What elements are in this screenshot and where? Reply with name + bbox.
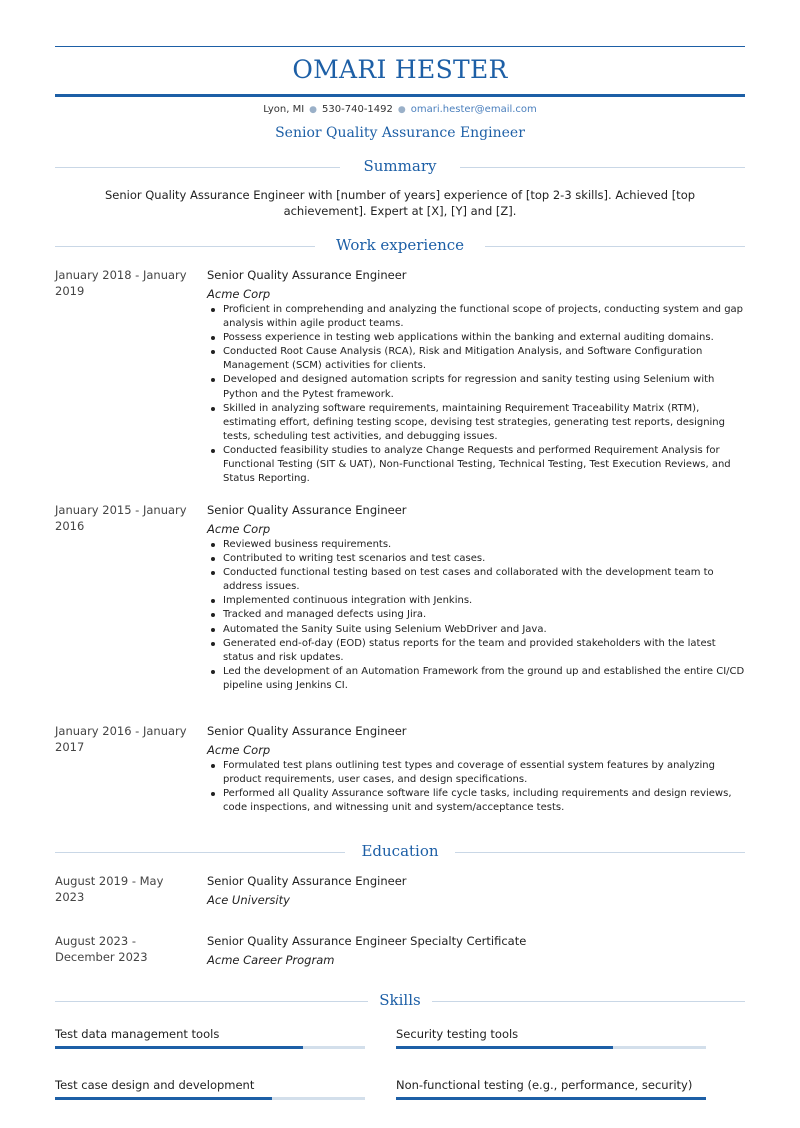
entry-role: Senior Quality Assurance Engineer <box>207 503 407 517</box>
entry-school: Ace University <box>207 893 290 907</box>
heading-rule-right <box>460 167 745 168</box>
education-title: Education <box>361 842 439 860</box>
skill-level-bar <box>55 1097 365 1100</box>
entry-degree: Senior Quality Assurance Engineer <box>207 874 407 888</box>
heading-rule-right <box>432 1001 745 1002</box>
bullet-item: Conducted feasibility studies to analyze Change Requests and performed Requirement Analysis for Functional Testing (SIT & UAT), Non-Functional Testing, Technical Testing, Test Execution Reviews, and Status Reporting. <box>207 444 745 486</box>
bullet-item: Developed and designed automation scripts for regression and sanity testing using Selenium with Python and the Pytest framework. <box>207 373 745 401</box>
entry-school: Acme Career Program <box>207 953 335 967</box>
bullet-item: Conducted functional testing based on test cases and collaborated with the development team to address issues. <box>207 566 745 594</box>
education-heading <box>55 842 745 862</box>
work-heading <box>55 236 745 256</box>
bullet-item: Conducted Root Cause Analysis (RCA), Risk and Mitigation Analysis, and Software Configuration Management (SCM) activities for clients. <box>207 345 745 373</box>
skills-title: Skills <box>379 991 421 1009</box>
skill-item <box>55 1077 365 1093</box>
summary-title: Summary <box>363 157 437 175</box>
top-divider <box>55 46 745 47</box>
bullet-item: Performed all Quality Assurance software life cycle tasks, including requirements and design reviews, code inspections, and witnessing unit and system/acceptance tests. <box>207 787 745 815</box>
summary-heading <box>55 157 745 177</box>
headline-title: Senior Quality Assurance Engineer <box>275 125 525 141</box>
email-link[interactable]: omari.hester@email.com <box>410 104 537 115</box>
bullet-item: Automated the Sanity Suite using Selenium WebDriver and Java. <box>207 623 745 637</box>
bullet-item: Skilled in analyzing software requirements, maintaining Requirement Traceability Matrix (RTM), estimating effort, defining testing scope, devising test strategies, generating test reports, designing tests, scheduling test activities, and debugging issues. <box>207 402 745 444</box>
entry-bullets <box>207 759 745 815</box>
entry-date: August 2023 - December 2023 <box>55 934 148 964</box>
bullet-item: Reviewed business requirements. <box>207 538 745 552</box>
skill-label: Test data management tools <box>55 1027 220 1041</box>
skill-level-bar <box>396 1046 706 1049</box>
entry-date: January 2015 - January 2016 <box>55 503 187 533</box>
name-divider <box>55 94 745 97</box>
skill-level-fill <box>55 1046 303 1049</box>
separator-dot: ● <box>309 105 318 115</box>
entry-role: Senior Quality Assurance Engineer <box>207 268 407 282</box>
bullet-item: Tracked and managed defects using Jira. <box>207 608 745 622</box>
skill-item <box>55 1026 365 1042</box>
candidate-name: OMARI HESTER <box>292 55 508 84</box>
work-title: Work experience <box>335 236 465 254</box>
entry-date: January 2016 - January 2017 <box>55 724 187 754</box>
contact-line <box>0 104 800 115</box>
skill-level-bar <box>55 1046 365 1049</box>
bullet-item: Formulated test plans outlining test types and coverage of essential system features by analyzing product requirements, user cases, and design specifications. <box>207 759 745 787</box>
skill-level-bar <box>396 1097 706 1100</box>
bullet-item: Contributed to writing test scenarios and test cases. <box>207 552 745 566</box>
entry-company: Acme Corp <box>207 287 271 301</box>
entry-company: Acme Corp <box>207 522 271 536</box>
heading-rule-right <box>455 852 745 853</box>
bullet-item: Implemented continuous integration with Jenkins. <box>207 594 745 608</box>
skill-label: Non-functional testing (e.g., performance, security) <box>396 1078 693 1092</box>
skills-heading <box>55 991 745 1011</box>
skill-label: Security testing tools <box>396 1027 519 1041</box>
skill-level-fill <box>55 1097 272 1100</box>
bullet-item: Generated end-of-day (EOD) status reports for the team and provided stakeholders with the latest status and risk updates. <box>207 637 745 665</box>
entry-role: Senior Quality Assurance Engineer <box>207 724 407 738</box>
skill-level-fill <box>396 1046 613 1049</box>
entry-company: Acme Corp <box>207 743 271 757</box>
heading-rule-right <box>485 246 745 247</box>
bullet-item: Led the development of an Automation Framework from the ground up and established the entire CI/CD pipeline using Jenkins CI. <box>207 665 745 693</box>
location: Lyon, MI <box>263 104 305 115</box>
separator-dot: ● <box>397 105 406 115</box>
phone: 530-740-1492 <box>322 104 393 115</box>
entry-date: August 2019 - May 2023 <box>55 874 164 904</box>
skill-label: Test case design and development <box>55 1078 255 1092</box>
bullet-item: Possess experience in testing web applications within the banking and external auditing domains. <box>207 331 745 345</box>
bullet-item: Proficient in comprehending and analyzing the functional scope of projects, conducting system and gap analysis within agile product teams. <box>207 303 745 331</box>
skill-item <box>396 1077 706 1093</box>
entry-bullets <box>207 538 745 693</box>
summary-text: Senior Quality Assurance Engineer with [number of years] experience of [top 2-3 skills]. Achieved [top achievement]. Expert at [X], [Y] and [Z]. <box>104 188 696 218</box>
skill-item <box>396 1026 706 1042</box>
skill-level-fill <box>396 1097 706 1100</box>
entry-date: January 2018 - January 2019 <box>55 268 187 298</box>
entry-degree: Senior Quality Assurance Engineer Specialty Certificate <box>207 934 527 948</box>
entry-bullets <box>207 303 745 486</box>
